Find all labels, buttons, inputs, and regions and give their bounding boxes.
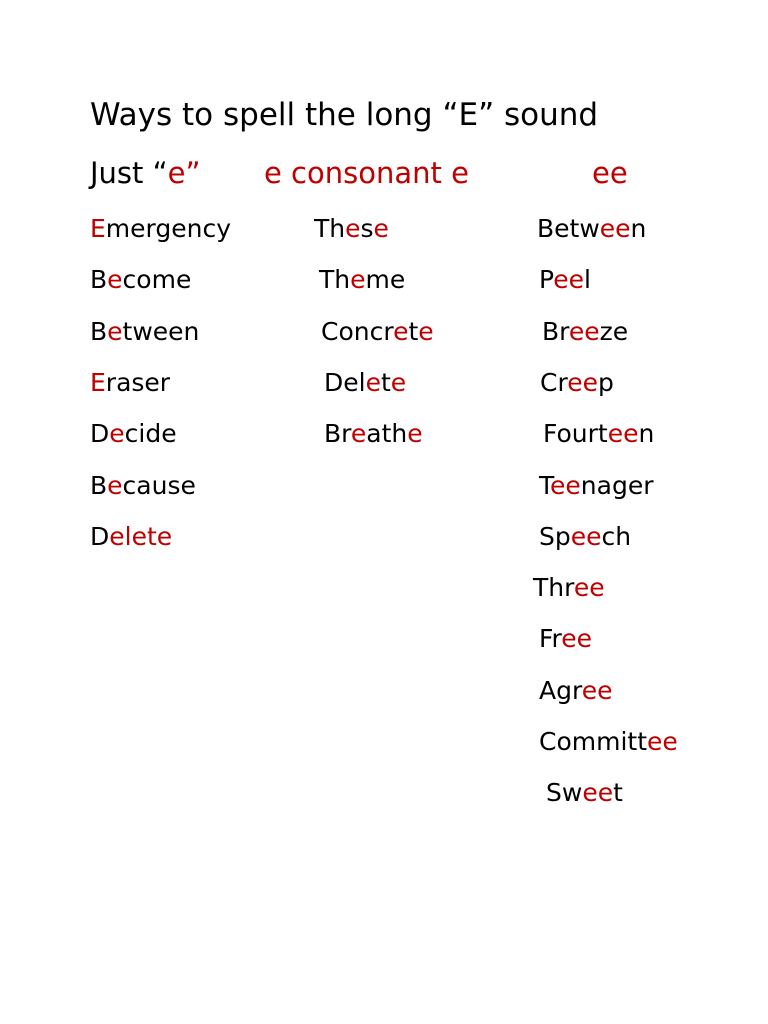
highlighted-letters: ee [581,675,613,705]
word-part: ze [599,316,629,346]
word-item [90,368,170,397]
word-part: me [365,265,406,295]
word-part: P [539,265,554,295]
heading-e-consonant-e [264,156,469,190]
highlighted-letters: e” [167,156,201,190]
word-item [539,471,654,500]
highlighted-letters: ee [550,470,581,500]
word-item [539,624,592,653]
highlighted-letters: e [393,316,409,346]
word-item [90,471,196,500]
highlighted-letters: e [109,419,125,449]
highlighted-letters: e [107,316,123,346]
highlighted-letters: e [365,367,381,397]
word-part: mergency [105,214,232,243]
highlighted-letters: e [373,214,389,243]
word-part: Betw [537,214,600,243]
word-item [324,419,423,448]
page-title: Ways to spell the long “E” sound [90,97,599,133]
word-item [90,317,199,346]
word-item [542,317,628,346]
highlighted-letters: e [407,419,423,449]
word-item [539,522,631,551]
word-part: s [360,214,374,243]
highlighted-letters: ee [570,521,602,551]
highlighted-letters: ee [561,624,593,654]
word-item [324,368,406,397]
word-item [321,317,434,346]
word-part: l [583,265,591,295]
highlighted-letters: ee [573,573,605,603]
word-part: Fr [539,624,562,654]
highlighted-letters: e [390,367,407,397]
highlighted-letters: elete [109,521,173,551]
word-part: Sw [546,778,583,808]
word-part: n [638,419,655,449]
word-part: t [613,778,623,808]
word-part: Agr [539,675,582,705]
word-item [537,214,646,243]
word-item [546,778,623,807]
highlighted-letters: e [350,265,366,295]
highlighted-letters: e [345,214,361,243]
word-part: Committ [539,727,648,756]
word-part: Concr [321,316,394,346]
word-part: Del [324,367,366,397]
highlighted-letters: E [90,214,106,243]
word-part: cide [124,419,177,449]
word-part: ath [366,419,408,449]
highlighted-letters: e [350,419,367,449]
word-part: Th [319,265,351,295]
highlighted-letters: ee [553,265,584,295]
word-item [90,265,191,294]
word-item [539,265,591,294]
highlighted-letters: e [418,316,434,346]
highlighted-letters: ee [582,778,614,808]
word-part: raser [105,367,171,397]
highlighted-letters: e consonant e [264,156,469,190]
word-part: B [90,265,108,295]
heading-just-e [90,156,201,190]
word-part: p [597,367,614,397]
word-part: come [122,265,192,295]
highlighted-letters: ee [592,156,628,190]
word-part: B [90,316,108,346]
word-item [543,419,654,448]
word-part: Sp [539,521,571,551]
word-item [314,214,389,243]
word-item [90,419,177,448]
word-part: n [630,214,647,243]
word-part: Th [314,214,346,243]
word-part: t [408,316,419,346]
highlighted-letters: ee [567,367,598,397]
word-item [539,676,612,705]
heading-ee [592,156,628,190]
word-part: T [539,470,551,500]
word-part: B [90,470,108,500]
word-item [539,727,678,756]
highlighted-letters: E [90,367,106,397]
word-part: t [380,367,391,397]
highlighted-letters: ee [607,419,639,449]
word-part: D [90,521,110,551]
word-item [533,573,605,602]
word-part: Thr [533,573,574,603]
word-part: Cr [540,367,568,397]
highlighted-letters: ee [647,727,678,756]
word-part: nager [580,470,654,500]
highlighted-letters: e [107,470,123,500]
word-item [90,522,172,551]
word-item [90,214,231,243]
highlighted-letters: e [107,265,123,295]
word-item [319,265,405,294]
word-part: tween [122,316,200,346]
word-item [540,368,614,397]
word-part: cause [122,470,196,500]
word-part: Fourt [543,419,608,449]
word-part: Just “ [90,156,168,190]
word-part: ch [601,521,632,551]
highlighted-letters: ee [568,316,600,346]
highlighted-letters: ee [599,214,631,243]
word-part: Br [542,316,569,346]
word-part: Br [324,419,351,449]
word-part: D [90,419,110,449]
